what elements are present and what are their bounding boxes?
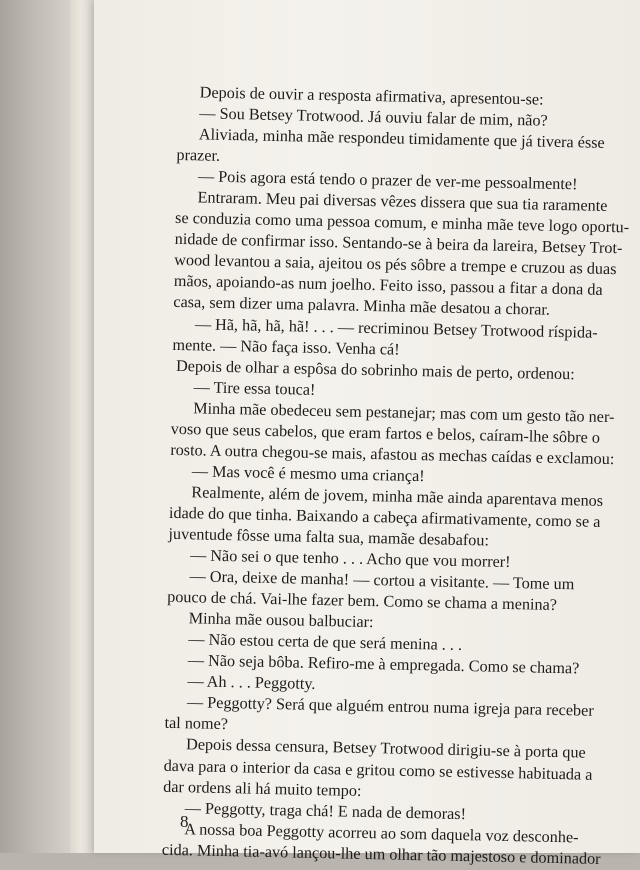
text-line: — Mas você é mesmo uma criança!: [191, 462, 425, 486]
text-line: wood levantou a saia, ajeitou os pés sôbre a trempe e cruzou as duas: [174, 251, 617, 279]
text-line: mente. — Não faça isso. Venha cá!: [172, 335, 400, 359]
text-line: nidade de confirmar isso. Sentando-se à beira da lareira, Betsey Trot-: [174, 230, 623, 258]
text-line: — Não sei o que tenho . . . Acho que vou morrer!: [189, 546, 511, 572]
text-line: dava para o interior da casa e gritou como se estivesse habituada a: [163, 756, 593, 784]
text-line: A nossa boa Peggotty acorreu ao som daquela voz desconhe-: [184, 819, 579, 847]
text-line: casa, sem dizer uma palavra. Minha mãe desatou a chorar.: [173, 293, 551, 320]
previous-page-edge: [70, 0, 95, 853]
text-line: prazer.: [176, 146, 221, 165]
text-line: Entraram. Meu pai diversas vêzes dissera que sua tia raramente: [197, 188, 608, 216]
text-line: — Tire essa touca!: [193, 377, 316, 399]
body-text: [161, 82, 632, 870]
text-line: — Peggotty? Será que alguém entrou numa igreja para receber: [186, 693, 594, 721]
text-line: Aliviada, minha mãe respondeu timidamente que já tivera ésse: [198, 125, 605, 152]
page-number: 8: [180, 812, 189, 831]
text-line: rosto. A outra chegou-se mais, afastou as mechas caídas e exclamou:: [170, 440, 615, 468]
text-line: — Pois agora está tendo o prazer de ver-me pessoalmente!: [197, 167, 578, 194]
text-line: juventude fôsse uma falta sua, mamãe desabafou:: [168, 524, 490, 550]
text-line: — Ora, deixe de manha! — cortou a visitante. — Tome um: [189, 567, 575, 594]
text-line: Depois de olhar a espôsa do sobrinho mais de perto, ordenou:: [175, 356, 575, 383]
text-line: — Não seja bôba. Refiro-me à empregada. Como se chama?: [187, 651, 580, 678]
text-line: mãos, apoiando-as num joelho. Feito isso, passou a fitar a dona da: [173, 272, 603, 300]
text-line: — Não estou certa de que será menina . . .: [188, 630, 463, 655]
text-line: — Sou Betsey Trotwood. Já ouviu falar de mim, não?: [199, 104, 548, 130]
text-line: Depois dessa censura, Betsey Trotwood dirigiu-se à porta que: [185, 735, 586, 763]
text-line: pouco de chá. Vai-lhe fazer bem. Como se chama a menina?: [167, 587, 558, 615]
text-line: Minha mãe obedeceu sem pestanejar; mas com um gesto tão ner-: [192, 399, 615, 426]
text-line: cida. Minha tia-avó lançou-lhe um olhar tão majestoso e dominador: [161, 840, 601, 868]
text-line: — Hã, hã, hã, hã! . . . — recriminou Betsey Trotwood ríspida-: [194, 314, 598, 342]
text-line: se conduzia como uma pessoa comum, e minha mãe teve logo oportu-: [174, 209, 630, 237]
text-line: Minha mãe ousou balbuciar:: [188, 609, 374, 632]
text-line: Depois de ouvir a resposta afirmativa, apresentou-se:: [199, 83, 544, 109]
text-line: — Peggotty, traga chá! E nada de demoras!: [184, 798, 467, 823]
text-line: dar ordens ali há muito tempo:: [163, 777, 362, 800]
text-line: tal nome?: [164, 714, 229, 734]
text-line: Realmente, além de jovem, minha mãe ainda aparentava menos: [191, 483, 604, 510]
text-line: — Ah . . . Peggotty.: [187, 672, 316, 694]
text-line: voso que seus cabelos, que eram fartos e belos, caíram-lhe sôbre o: [170, 419, 601, 447]
background-surface: [0, 0, 72, 853]
text-line: idade do que tinha. Baixando a cabeça afirmativamente, como se a: [168, 503, 601, 531]
